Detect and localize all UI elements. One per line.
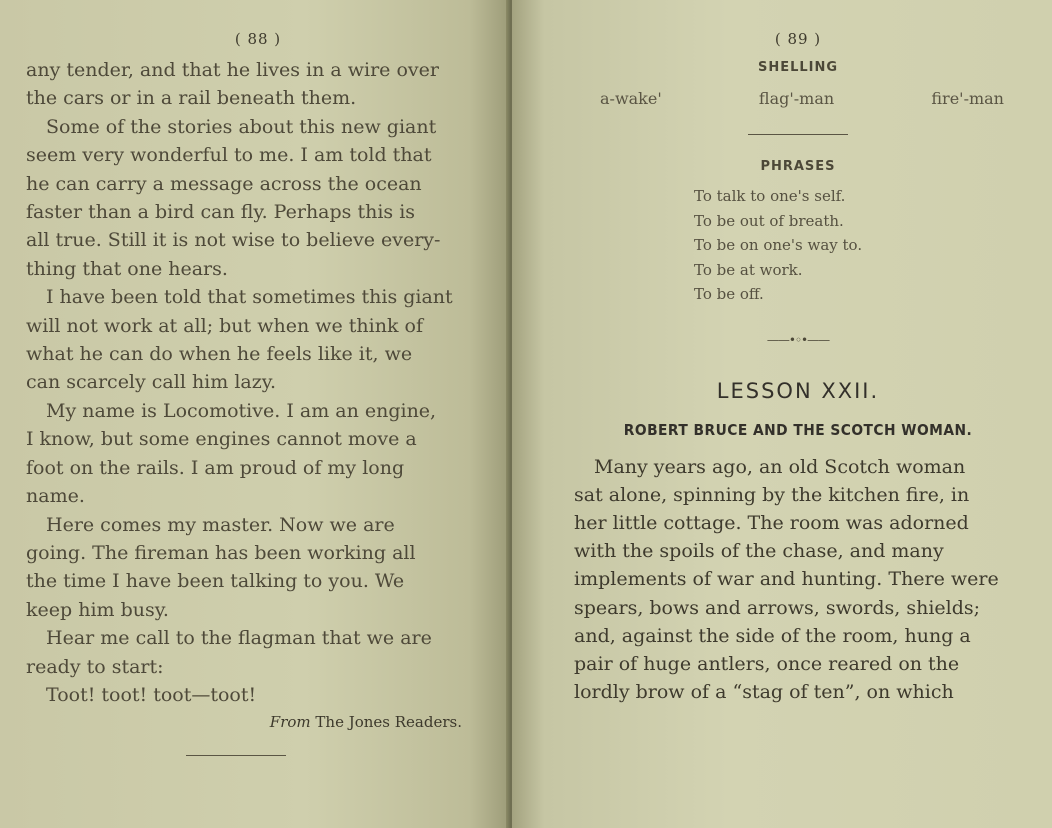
text-line: any tender, and that he lives in a wire over <box>26 59 439 81</box>
text-line: can scarcely call him lazy. <box>26 371 276 394</box>
text-line: lordly brow of a “stag of ten”, on which <box>574 681 954 704</box>
text-line: ready to start: <box>26 655 164 678</box>
text-line: keep him busy. <box>26 598 169 621</box>
text-line: Hear me call to the flagman that we are <box>46 627 432 650</box>
text-line: will not work at all; but when we think of <box>26 314 423 337</box>
phrase-item: To be out of breath. <box>694 211 844 230</box>
text-line: with the spoils of the chase, and many <box>574 540 944 563</box>
ornament-divider: ——•◦•—— <box>766 332 830 347</box>
text-line: pair of huge antlers, once reared on the <box>574 652 960 675</box>
text-line: what he can do when he feels like it, we <box>26 343 413 366</box>
section-rule <box>748 134 848 135</box>
text-line: Toot! toot! toot—toot! <box>46 683 257 706</box>
phrase-item: To be at work. <box>694 260 803 279</box>
text-line: her little cottage. The room was adorned <box>574 511 969 534</box>
spelling-heading: SHELLING <box>757 60 839 75</box>
text-line: I have been told that sometimes this giant <box>46 286 453 309</box>
phrase-item: To be on one's way to. <box>694 236 863 254</box>
source-name: The Jones Readers. <box>315 713 462 732</box>
text-line: seem very wonderful to me. I am told that <box>26 144 432 167</box>
spelling-word: fire'-man <box>931 89 1004 108</box>
right-page <box>512 0 1052 828</box>
text-line: faster than a bird can fly. Perhaps this is <box>26 201 416 224</box>
phrases-list <box>694 184 1022 307</box>
text-line: foot on the rails. I am proud of my long <box>26 456 405 479</box>
text-line: thing that one hears. <box>26 257 228 280</box>
spelling-words <box>600 89 1022 108</box>
page-number-right: ( 89 ) <box>774 30 822 48</box>
text-line: My name is Locomotive. I am an engine, <box>46 399 437 422</box>
text-line: implements of war and hunting. There were <box>574 568 999 591</box>
text-line: he can carry a message across the ocean <box>26 172 422 195</box>
text-line: sat alone, spinning by the kitchen fire, in <box>574 483 970 506</box>
text-line: spears, bows and arrows, swords, shields; <box>574 596 981 619</box>
lesson-number: LESSON XXII. <box>716 378 880 403</box>
spelling-word: a-wake' <box>600 89 662 108</box>
text-line: the cars or in a rail beneath them. <box>26 87 357 110</box>
text-line: Many years ago, an old Scotch woman <box>594 455 966 478</box>
source-prefix: From <box>269 713 311 732</box>
text-line: and, against the side of the room, hung a <box>574 624 971 647</box>
text-line: all true. Still it is not wise to believe every- <box>26 229 441 252</box>
text-line: I know, but some engines cannot move a <box>26 428 417 451</box>
phrase-item: To talk to one's self. <box>694 187 846 205</box>
text-line: Some of the stories about this new giant <box>46 115 437 138</box>
lesson-title: ROBERT BRUCE AND THE SCOTCH WOMAN. <box>623 420 973 439</box>
phrase-item: To be off. <box>694 285 764 303</box>
text-line: Here comes my master. Now we are <box>46 513 395 536</box>
left-page-text <box>26 56 470 709</box>
lesson-text <box>574 453 1022 707</box>
page-number-left: ( 88 ) <box>234 30 282 48</box>
end-rule <box>186 755 286 756</box>
source-credit <box>26 713 470 731</box>
text-line: going. The fireman has been working all <box>26 541 416 564</box>
left-page <box>0 0 510 828</box>
text-line: name. <box>26 485 85 508</box>
spelling-word: flag'-man <box>758 89 835 108</box>
phrases-heading: PHRASES <box>760 159 836 174</box>
text-line: the time I have been talking to you. We <box>26 570 405 593</box>
